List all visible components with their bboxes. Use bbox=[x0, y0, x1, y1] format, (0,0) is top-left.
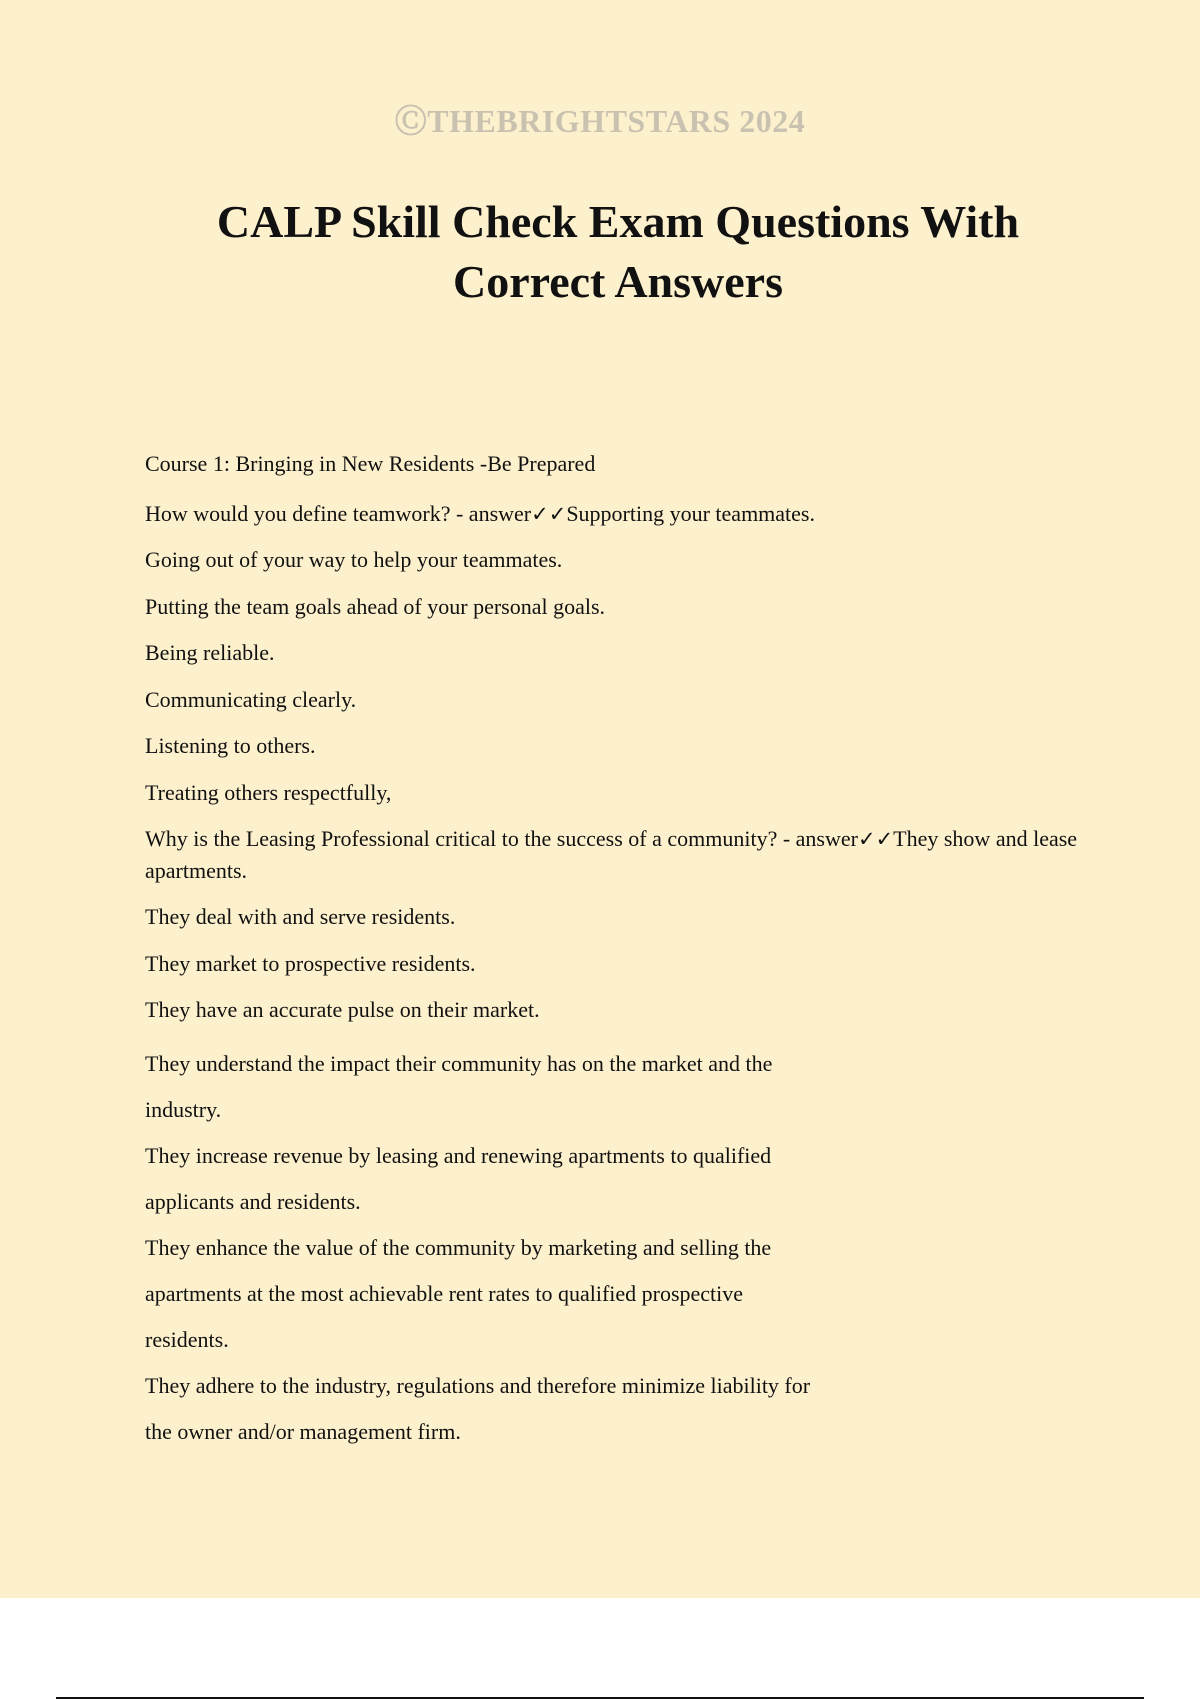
answer-line: They understand the impact their community has on the market and the bbox=[145, 1050, 773, 1076]
answer-line: Being reliable. bbox=[145, 640, 275, 665]
copyright-watermark: ⒸTHEBRIGHTSTARS 2024 bbox=[394, 103, 806, 139]
answer-line: Going out of your way to help your teammates. bbox=[145, 547, 563, 572]
answer-text: Supporting your teammates. bbox=[566, 501, 815, 526]
answer-line: They have an accurate pulse on their market. bbox=[145, 997, 540, 1022]
answer-line: applicants and residents. bbox=[145, 1188, 361, 1214]
answer-line: residents. bbox=[145, 1326, 229, 1352]
question-answer-1 bbox=[145, 498, 1085, 530]
check-marks-icon: ✓✓ bbox=[857, 827, 894, 851]
answer-line: industry. bbox=[145, 1096, 222, 1122]
answer-line: apartments at the most achievable rent rates to qualified prospective bbox=[145, 1280, 744, 1306]
course-heading: Course 1: Bringing in New Residents -Be Prepared bbox=[145, 451, 596, 476]
answer-line: They market to prospective residents. bbox=[145, 950, 476, 976]
answer-line: They enhance the value of the community by marketing and selling the bbox=[145, 1234, 772, 1260]
answer-line: the owner and/or management firm. bbox=[145, 1418, 461, 1444]
question-answer-2 bbox=[145, 823, 1085, 887]
answer-line: They deal with and serve residents. bbox=[145, 904, 456, 929]
answer-line: Putting the team goals ahead of your personal goals. bbox=[145, 593, 606, 619]
answer-line: Communicating clearly. bbox=[145, 686, 357, 712]
answer-line: They adhere to the industry, regulations and therefore minimize liability for bbox=[145, 1372, 811, 1398]
bottom-divider bbox=[56, 1697, 1144, 1699]
question-text: How would you define teamwork? - answer bbox=[145, 501, 532, 526]
answer-text: They show and lease apartments. bbox=[145, 826, 1078, 883]
document-body bbox=[145, 448, 1085, 1455]
check-marks-icon: ✓✓ bbox=[531, 502, 567, 526]
answer-line: Listening to others. bbox=[145, 733, 316, 758]
question-text: Why is the Leasing Professional critical to the success of a community? - answer bbox=[145, 826, 858, 851]
document-title: CALP Skill Check Exam Questions With Correct Answers bbox=[216, 196, 1020, 307]
answer-line: Treating others respectfully, bbox=[145, 779, 392, 805]
answer-line: They increase revenue by leasing and renewing apartments to qualified bbox=[145, 1142, 772, 1168]
